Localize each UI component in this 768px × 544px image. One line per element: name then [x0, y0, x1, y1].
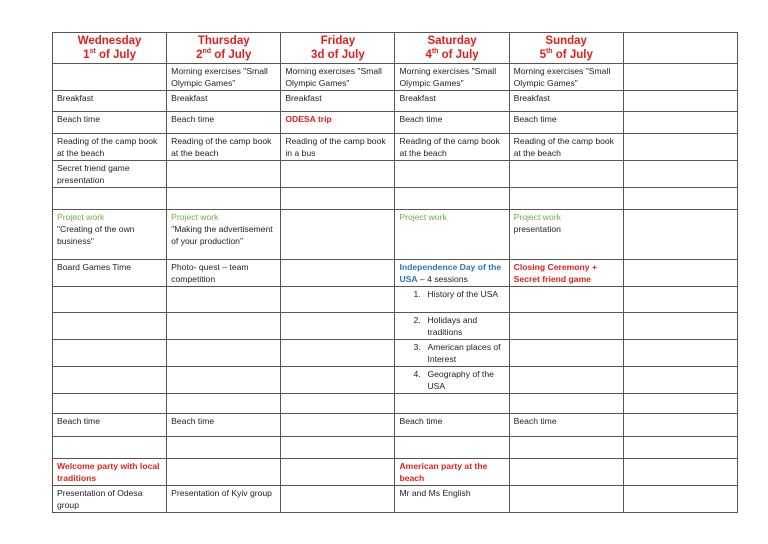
cell-label: American party at the beach	[399, 461, 488, 483]
cell-text: Morning exercises "Small Olympic Games"	[513, 66, 611, 88]
cell-text: Beach time	[399, 114, 443, 124]
table-cell	[167, 64, 281, 91]
date-number: 1	[83, 49, 90, 61]
date-line	[169, 48, 278, 62]
table-row	[53, 340, 738, 367]
table-cell	[53, 64, 167, 91]
table-row	[53, 414, 738, 437]
table-cell	[167, 112, 281, 134]
table-row	[53, 188, 738, 210]
table-cell	[395, 313, 509, 340]
date-month: of July	[95, 49, 137, 61]
table-cell	[167, 367, 281, 394]
cell-content	[399, 261, 504, 285]
cell-text: Morning exercises "Small Olympic Games"	[399, 66, 497, 88]
table-cell	[53, 486, 167, 513]
table-cell	[167, 394, 281, 414]
list-number: 4.	[413, 369, 421, 379]
cell-label: Project work	[399, 212, 447, 222]
table-cell	[623, 210, 737, 260]
table-cell	[623, 287, 737, 313]
table-cell	[623, 414, 737, 437]
table-cell	[623, 340, 737, 367]
table-cell	[167, 437, 281, 459]
day-header	[167, 33, 281, 64]
cell-text: Reading of the camp book at the beach	[399, 136, 500, 158]
day-header	[623, 33, 737, 64]
cell-text: – 4 sessions	[417, 274, 468, 284]
table-cell	[509, 91, 623, 112]
date-suffix: st	[89, 48, 96, 56]
table-cell	[167, 486, 281, 513]
list-text: Geography of the USA	[427, 369, 494, 391]
table-cell	[167, 161, 281, 188]
table-cell	[281, 210, 395, 260]
cell-text: Breakfast	[285, 93, 322, 103]
table-row	[53, 210, 738, 260]
cell-text: Beach time	[399, 416, 443, 426]
date-number: 5	[539, 49, 546, 61]
cell-text: presentation	[513, 224, 561, 234]
table-cell	[395, 210, 509, 260]
table-row	[53, 459, 738, 486]
table-cell	[509, 367, 623, 394]
cell-text: Board Games Time	[57, 262, 132, 272]
cell-text: Beach time	[513, 416, 557, 426]
table-cell	[395, 394, 509, 414]
list-item	[399, 368, 504, 392]
table-cell	[509, 188, 623, 210]
table-cell	[281, 188, 395, 210]
day-name: Sunday	[545, 35, 587, 47]
cell-text: Breakfast	[513, 93, 550, 103]
schedule-table	[52, 32, 738, 513]
list-text: History of the USA	[427, 289, 499, 299]
table-cell	[395, 287, 509, 313]
table-cell	[509, 459, 623, 486]
cell-text: Beach time	[171, 114, 215, 124]
table-row	[53, 91, 738, 112]
table-cell	[53, 437, 167, 459]
table-cell	[509, 313, 623, 340]
table-cell	[509, 134, 623, 161]
table-cell	[53, 188, 167, 210]
table-cell	[395, 112, 509, 134]
table-cell	[509, 64, 623, 91]
table-cell	[281, 91, 395, 112]
table-cell	[395, 340, 509, 367]
cell-text: Presentation of Odesa group	[57, 488, 143, 510]
date-number: 3d of July	[311, 49, 365, 61]
table-cell	[53, 134, 167, 161]
table-cell	[509, 287, 623, 313]
cell-label: Closing Ceremony + Secret friend game	[513, 262, 597, 284]
list-number: 2.	[413, 315, 421, 325]
table-cell	[167, 188, 281, 210]
table-cell	[623, 91, 737, 112]
cell-text: Reading of the camp book in a bus	[285, 136, 386, 158]
table-cell	[53, 414, 167, 437]
cell-label: Project work	[171, 212, 219, 222]
table-cell	[623, 188, 737, 210]
day-name: Thursday	[197, 35, 250, 47]
table-cell	[281, 486, 395, 513]
list-number: 3.	[413, 342, 421, 352]
table-cell	[53, 210, 167, 260]
table-cell	[395, 161, 509, 188]
table-cell	[509, 340, 623, 367]
table-cell	[281, 313, 395, 340]
table-cell	[623, 313, 737, 340]
table-cell	[395, 486, 509, 513]
cell-text: Mr and Ms English	[399, 488, 471, 498]
table-cell	[509, 210, 623, 260]
cell-label: ODESA trip	[285, 114, 332, 124]
day-header	[53, 33, 167, 64]
day-header	[281, 33, 395, 64]
cell-text: "Creating of the own business"	[57, 224, 135, 246]
cell-text: Morning exercises "Small Olympic Games"	[285, 66, 382, 88]
table-cell	[509, 486, 623, 513]
cell-label: Project work	[513, 212, 561, 222]
table-cell	[167, 287, 281, 313]
list-number: 1.	[413, 289, 421, 299]
table-cell	[395, 414, 509, 437]
table-row	[53, 367, 738, 394]
table-cell	[167, 414, 281, 437]
table-cell	[623, 394, 737, 414]
table-cell	[53, 313, 167, 340]
table-cell	[281, 260, 395, 287]
date-number: 4	[425, 49, 432, 61]
cell-label: Welcome party with local traditions	[57, 461, 160, 483]
table-cell	[395, 91, 509, 112]
cell-text: Breakfast	[57, 93, 94, 103]
day-name: Friday	[320, 35, 356, 47]
table-cell	[167, 459, 281, 486]
cell-text: Reading of the camp book at the beach	[513, 136, 614, 158]
table-cell	[281, 64, 395, 91]
list-item	[399, 288, 504, 300]
table-cell	[395, 64, 509, 91]
table-cell	[395, 188, 509, 210]
date-suffix: th	[545, 48, 553, 56]
table-cell	[281, 134, 395, 161]
table-cell	[167, 210, 281, 260]
table-row	[53, 437, 738, 459]
cell-text: Beach time	[171, 416, 215, 426]
cell-text: Breakfast	[399, 93, 436, 103]
table-cell	[623, 437, 737, 459]
table-row	[53, 134, 738, 161]
cell-label: Project work	[57, 212, 105, 222]
cell-text: Beach time	[513, 114, 557, 124]
table-cell	[395, 134, 509, 161]
table-cell	[53, 161, 167, 188]
day-name: Wednesday	[77, 35, 142, 47]
table-row	[53, 64, 738, 91]
table-cell	[281, 459, 395, 486]
cell-text: Reading of the camp book at the beach	[57, 136, 158, 158]
table-row	[53, 161, 738, 188]
table-cell	[623, 161, 737, 188]
table-cell	[167, 340, 281, 367]
table-row	[53, 260, 738, 287]
date-month: of July	[552, 49, 593, 61]
table-cell	[167, 134, 281, 161]
cell-text: Breakfast	[171, 93, 208, 103]
list-item	[399, 341, 504, 365]
date-number: 2	[196, 49, 203, 61]
table-cell	[281, 367, 395, 394]
table-cell	[509, 112, 623, 134]
cell-text: Secret friend game presentation	[57, 163, 130, 185]
table-cell	[395, 367, 509, 394]
table-cell	[395, 260, 509, 287]
cell-label: Independence Day of the USA	[399, 262, 502, 284]
table-row	[53, 313, 738, 340]
day-header	[509, 33, 623, 64]
date-line	[283, 48, 392, 62]
table-cell	[509, 161, 623, 188]
table-cell	[395, 459, 509, 486]
table-cell	[623, 486, 737, 513]
table-cell	[623, 459, 737, 486]
table-cell	[623, 134, 737, 161]
table-cell	[509, 394, 623, 414]
date-suffix: nd	[202, 48, 212, 56]
date-line	[512, 48, 621, 62]
table-cell	[281, 340, 395, 367]
table-cell	[623, 64, 737, 91]
cell-text: Beach time	[57, 114, 100, 124]
table-cell	[53, 394, 167, 414]
day-header	[395, 33, 509, 64]
table-cell	[53, 367, 167, 394]
table-cell	[281, 161, 395, 188]
table-cell	[623, 112, 737, 134]
table-cell	[509, 260, 623, 287]
table-cell	[53, 112, 167, 134]
table-cell	[281, 287, 395, 313]
list-item	[399, 314, 504, 338]
table-cell	[623, 260, 737, 287]
header-row	[53, 33, 738, 64]
table-row	[53, 486, 738, 513]
table-cell	[281, 437, 395, 459]
date-suffix: th	[431, 48, 439, 56]
table-cell	[53, 459, 167, 486]
table-cell	[167, 313, 281, 340]
table-cell	[281, 112, 395, 134]
table-row	[53, 394, 738, 414]
date-line	[55, 48, 164, 62]
table-row	[53, 112, 738, 134]
table-cell	[509, 437, 623, 459]
date-month: of July	[438, 49, 479, 61]
table-cell	[167, 91, 281, 112]
table-cell	[53, 287, 167, 313]
cell-text: Reading of the camp book at the beach	[171, 136, 272, 158]
cell-text: Presentation of Kyiv group	[171, 488, 272, 498]
table-cell	[53, 260, 167, 287]
cell-text: Beach time	[57, 416, 100, 426]
table-cell	[53, 340, 167, 367]
date-line	[397, 48, 506, 62]
table-cell	[509, 414, 623, 437]
table-cell	[281, 414, 395, 437]
cell-text: "Making the advertisement of your production"	[171, 224, 273, 246]
day-name: Saturday	[427, 35, 477, 47]
list-text: American places of Interest	[427, 342, 501, 364]
cell-text: Photo- quest – team competition	[171, 262, 249, 284]
list-text: Holidays and traditions	[427, 315, 478, 337]
table-cell	[623, 367, 737, 394]
table-row	[53, 287, 738, 313]
cell-text: Morning exercises "Small Olympic Games"	[171, 66, 268, 88]
table-cell	[395, 437, 509, 459]
date-month: of July	[211, 49, 252, 61]
table-cell	[53, 91, 167, 112]
table-cell	[167, 260, 281, 287]
table-cell	[281, 394, 395, 414]
